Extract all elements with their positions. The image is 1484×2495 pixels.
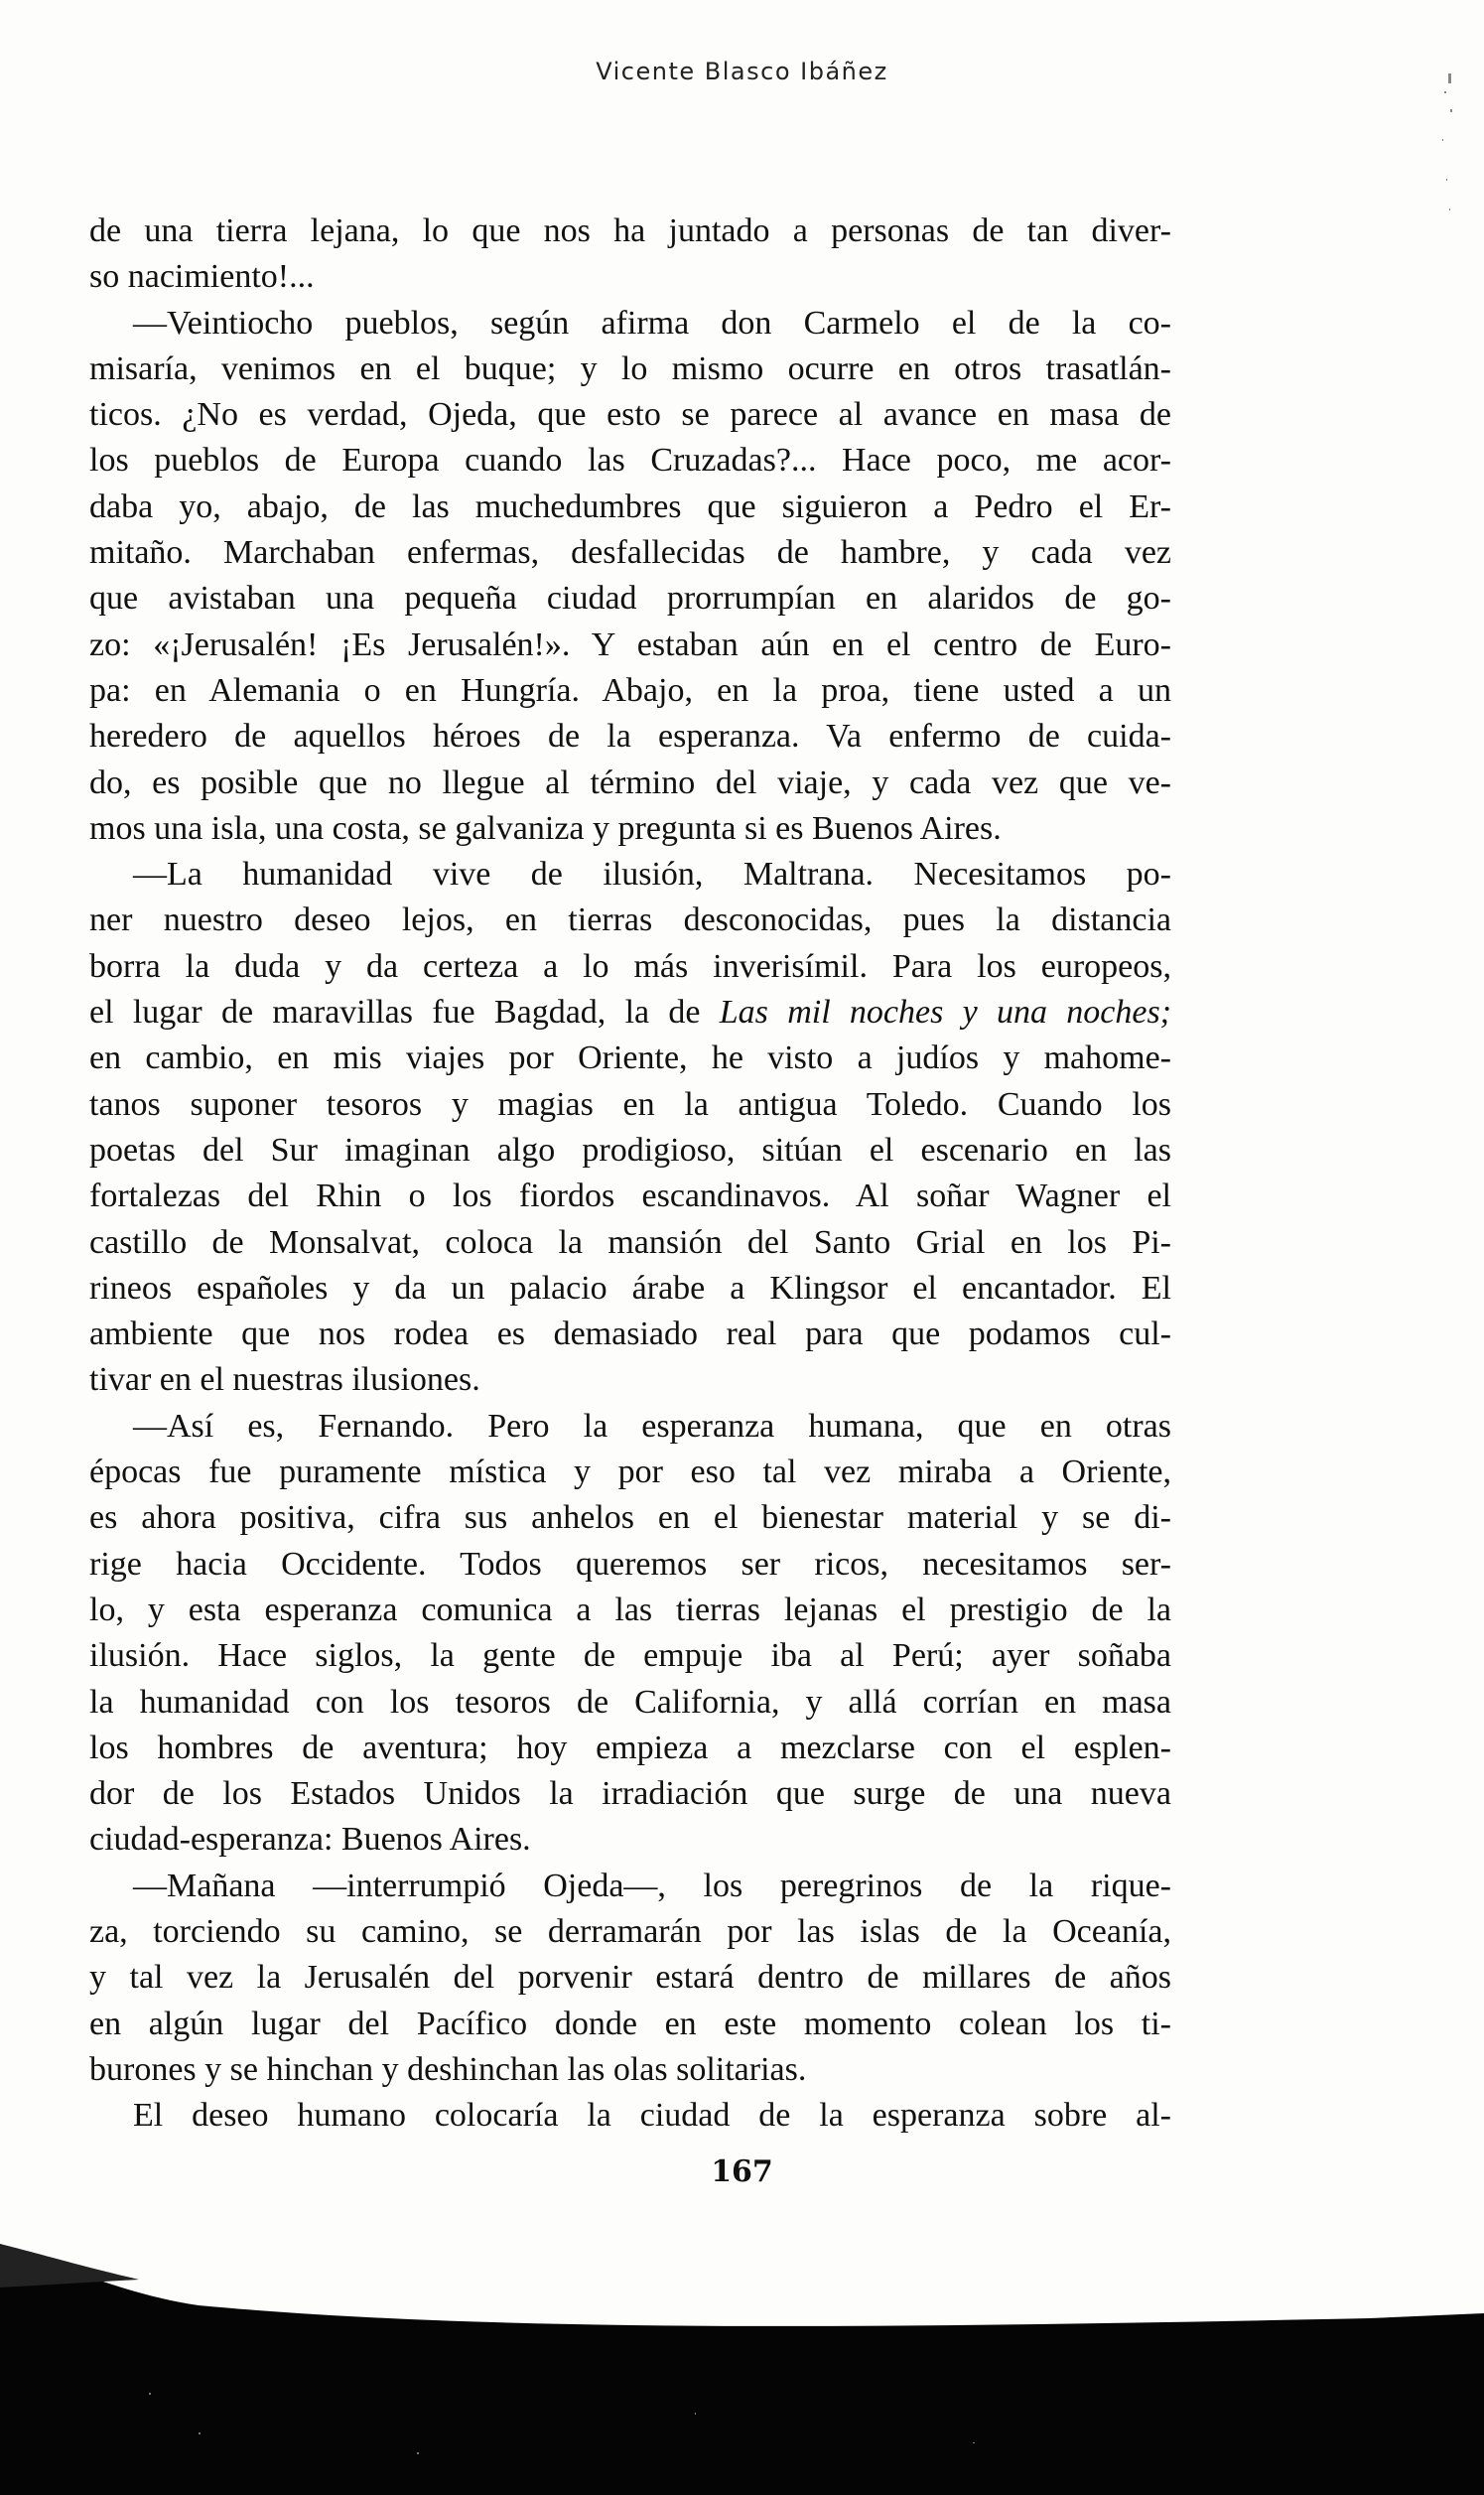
text-line: tivar en el nuestras ilusiones. xyxy=(89,1361,480,1399)
text-line: pa: en Alemania o en Hungría. Abajo, en la proa, tiene usted a un xyxy=(89,671,1171,709)
text-line: y tal vez la Jerusalén del porvenir estará dentro de millares de años xyxy=(89,1959,1171,1997)
text-line: lo, y esta esperanza comunica a las tierras lejanas el prestigio de la xyxy=(89,1591,1171,1628)
text-line: ciudad-esperanza: Buenos Aires. xyxy=(89,1821,531,1859)
text-line: heredero de aquellos héroes de la esperanza. Va enfermo de cuida- xyxy=(89,718,1171,756)
text-line: za, torciendo su camino, se derramarán por las islas de la Oceanía, xyxy=(89,1912,1171,1950)
text-line: —Mañana —interrumpió Ojeda—, los peregrinos de la rique- xyxy=(133,1867,1171,1904)
text-line: ambiente que nos rodea es demasiado real para que podamos cul- xyxy=(89,1316,1171,1353)
text-line: mitaño. Marchaban enfermas, desfallecidas de hambre, y cada vez xyxy=(89,534,1171,572)
text-line: en algún lugar del Pacífico donde en este momento colean los ti- xyxy=(89,2005,1171,2042)
text-line: rige hacia Occidente. Todos queremos ser ricos, necesitamos ser- xyxy=(89,1545,1171,1583)
text-line: es ahora positiva, cifra sus anhelos en el bienestar material y se di- xyxy=(89,1499,1171,1537)
text-line: rineos españoles y da un palacio árabe a Klingsor el encantador. El xyxy=(89,1269,1171,1307)
scan-dark-edge xyxy=(0,2244,1484,2495)
text-line: misaría, venimos en el buque; y lo mismo ocurre en otros trasatlán- xyxy=(89,349,1171,387)
text-line: los pueblos de Europa cuando las Cruzadas?... Hace poco, me acor- xyxy=(89,442,1171,480)
text-line: en cambio, en mis viajes por Oriente, he visto a judíos y mahome- xyxy=(89,1040,1171,1077)
text-line: la humanidad con los tesoros de California, y allá corrían en masa xyxy=(89,1683,1171,1721)
text-line: de una tierra lejana, lo que nos ha juntado a personas de tan diver- xyxy=(89,212,1171,249)
text-line: tanos suponer tesoros y magias en la antigua Toledo. Cuando los xyxy=(89,1085,1171,1123)
text-line: ner nuestro deseo lejos, en tierras desconocidas, pues la distancia xyxy=(89,901,1171,939)
text-line: épocas fue puramente mística y por eso tal vez miraba a Oriente, xyxy=(89,1454,1171,1491)
text-line: zo: «¡Jerusalén! ¡Es Jerusalén!». Y estaban aún en el centro de Euro- xyxy=(89,625,1171,663)
text-line: poetas del Sur imaginan algo prodigioso, sitúan el escenario en las xyxy=(89,1131,1171,1169)
text-line: mos una isla, una costa, se galvaniza y pregunta si es Buenos Aires. xyxy=(89,809,1002,847)
text-line: castillo de Monsalvat, coloca la mansión del Santo Grial en los Pi- xyxy=(89,1223,1171,1261)
running-head-author: Vicente Blasco Ibáñez xyxy=(596,58,888,85)
text-line: dor de los Estados Unidos la irradiación que surge de una nueva xyxy=(89,1775,1171,1813)
text-line: —La humanidad vive de ilusión, Maltrana. Necesitamos po- xyxy=(133,856,1171,894)
text-line: do, es posible que no llegue al término del viaje, y cada vez que ve- xyxy=(89,763,1171,801)
text-line: —Así es, Fernando. Pero la esperanza humana, que en otras xyxy=(133,1407,1171,1445)
book-title-italic: Las mil noches y una noches; xyxy=(719,994,1172,1032)
text-line: que avistaban una pequeña ciudad prorrumpían en alaridos de go- xyxy=(89,580,1171,618)
scan-speckle-marks xyxy=(1434,69,1456,228)
text-line: fortalezas del Rhin o los fiordos escandinavos. Al soñar Wagner el xyxy=(89,1178,1171,1215)
body-text xyxy=(89,208,1171,2139)
text-line: ticos. ¿No es verdad, Ojeda, que esto se parece al avance en masa de xyxy=(89,396,1171,434)
text-line: so nacimiento!... xyxy=(89,258,315,296)
text-line: borra la duda y da certeza a lo más inverisímil. Para los europeos, xyxy=(89,947,1171,985)
page-number: 167 xyxy=(711,2154,773,2189)
text-line: burones y se hinchan y deshinchan las olas solitarias. xyxy=(89,2050,807,2088)
text-line: ilusión. Hace siglos, la gente de empuje iba al Perú; ayer soñaba xyxy=(89,1637,1171,1675)
text-line: —Veintiocho pueblos, según afirma don Carmelo el de la co- xyxy=(133,304,1171,342)
text-line: los hombres de aventura; hoy empieza a mezclarse con el esplen- xyxy=(89,1729,1171,1766)
text-line xyxy=(89,990,1171,1036)
text-line: daba yo, abajo, de las muchedumbres que siguieron a Pedro el Er- xyxy=(89,487,1171,525)
text-line: El deseo humano colocaría la ciudad de la esperanza sobre al- xyxy=(133,2097,1171,2135)
text-line-segment: el lugar de maravillas fue Bagdad, la de xyxy=(89,994,720,1032)
